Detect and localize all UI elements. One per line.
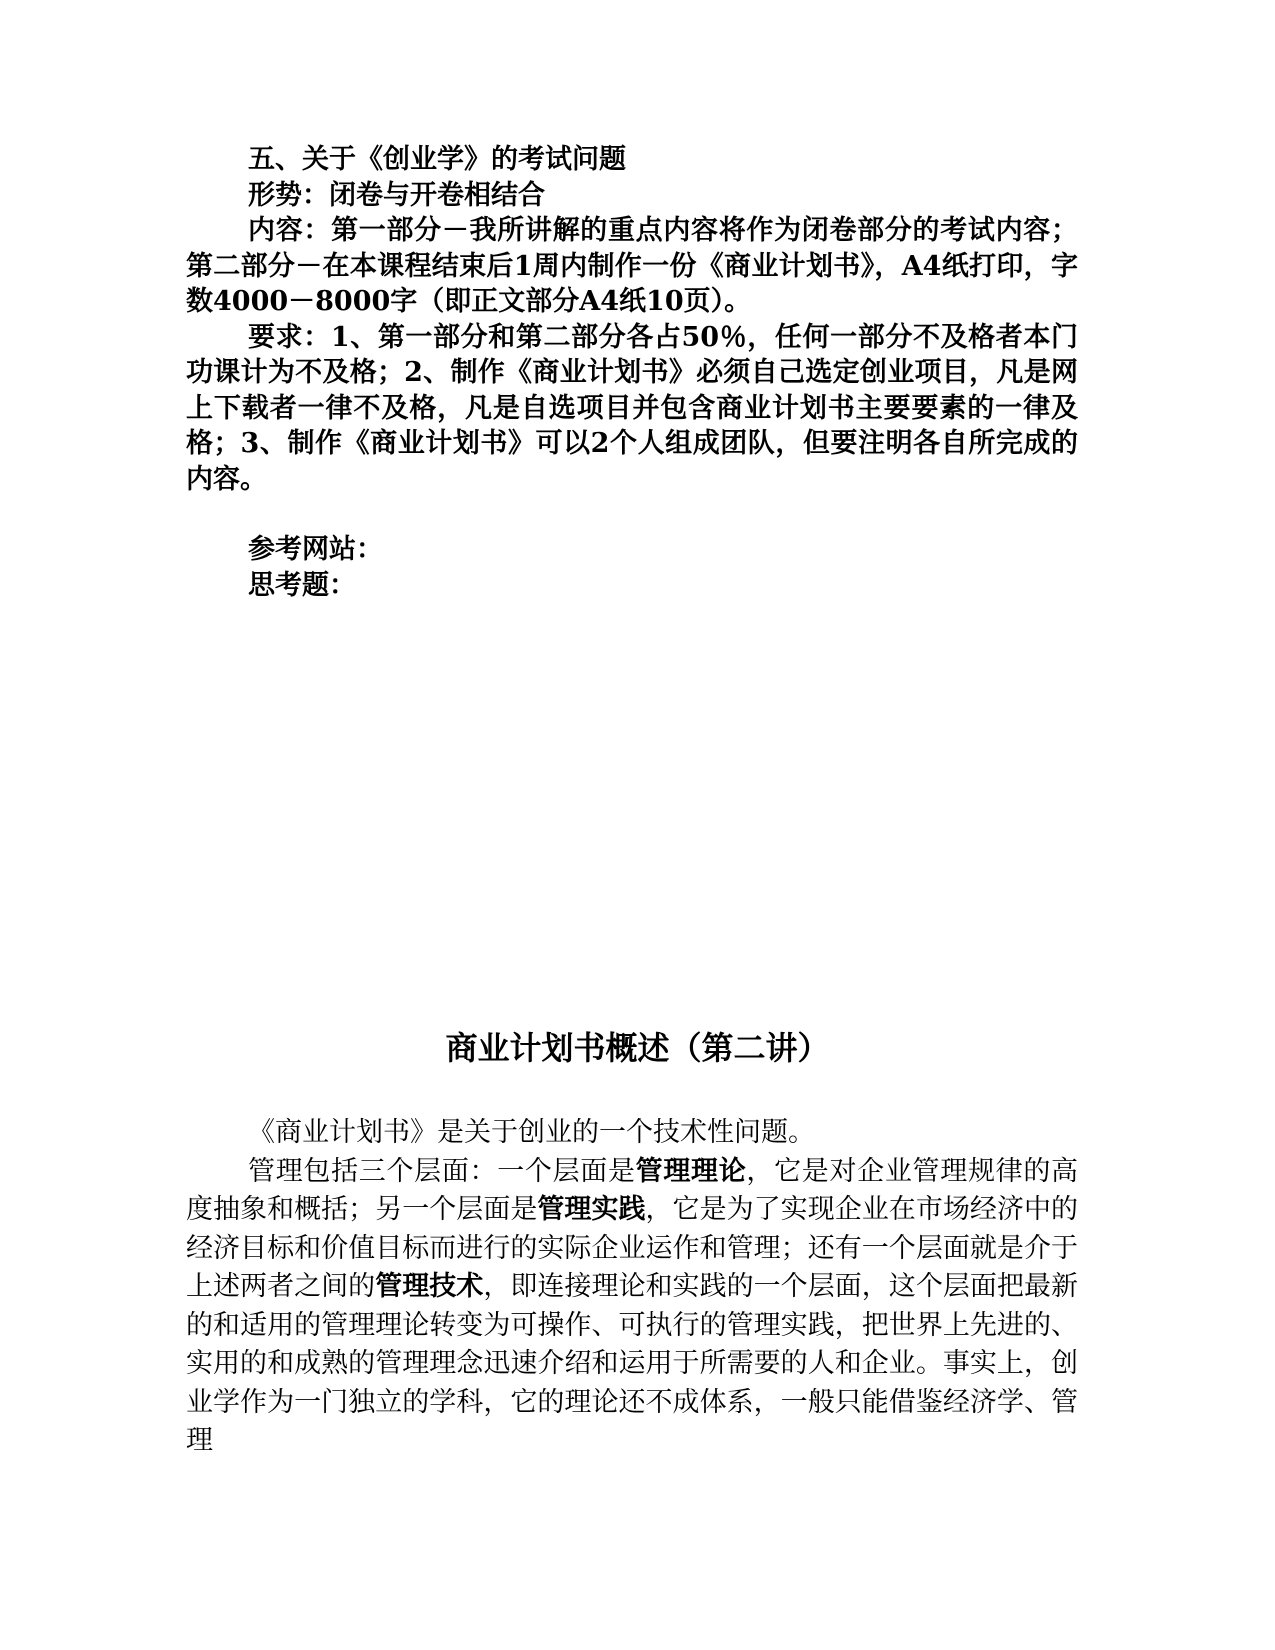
exam-requirements: 要求：1、第一部分和第二部分各占50％，任何一部分不及格者本门功课计为不及格；2、制作《商业计划书》必须自己选定创业项目，凡是网上下载者一律不及格，凡是自选项目并包含商业计划书主要要素的一律及格；3、制作《商业计划书》可以2个人组成团队，但要注明各自所完成的内容。: [186, 321, 1078, 495]
lecture-title: 商业计划书概述（第二讲）: [445, 1029, 830, 1067]
questions-label: 思考题：: [248, 569, 356, 601]
term-management-theory: 管理理论: [635, 1155, 747, 1187]
exam-form: 形势：闭卷与开卷相结合: [248, 179, 545, 211]
text-run: ，它是为了实现企业在市场经济中的经济目标和价值目标而进行的实际企业运作和管理；还有一个层面就是介于上述两者之间的: [186, 1194, 1078, 1302]
text-run: ，它是对企业管理规律的高度抽象和概括；另一个层面是: [186, 1155, 1079, 1225]
lecture-intro: 《商业计划书》是关于创业的一个技术性问题。: [248, 1117, 815, 1148]
exam-heading: 五、关于《创业学》的考试问题: [248, 144, 626, 175]
lecture-body: [186, 1114, 1078, 1461]
term-management-technique: 管理技术: [375, 1271, 484, 1302]
text-run: ，即连接理论和实践的一个层面，这个层面把最新的和适用的管理理论转变为可操作、可执行的管理实践，把世界上先进的、实用的和成熟的管理理念迅速介绍和运用于所需要的人和企业。事实上，创业学作为一门独立的学科，它的理论还不成体系，一般只能借鉴经济学、管理: [186, 1271, 1078, 1456]
spacer: [186, 497, 1078, 532]
exam-content: 内容：第一部分－我所讲解的重点内容将作为闭卷部分的考试内容；第二部分－在本课程结束后1周内制作一份《商业计划书》，A4纸打印，字数4000－8000字（即正文部分A4纸10页）。: [186, 215, 1078, 317]
exam-section: [186, 142, 1078, 603]
term-management-practice: 管理实践: [537, 1194, 646, 1225]
lecture-paragraph: [186, 1153, 1078, 1461]
text-run: 管理包括三个层面：一个层面是: [248, 1155, 636, 1187]
reference-sites-label: 参考网站：: [248, 534, 383, 565]
